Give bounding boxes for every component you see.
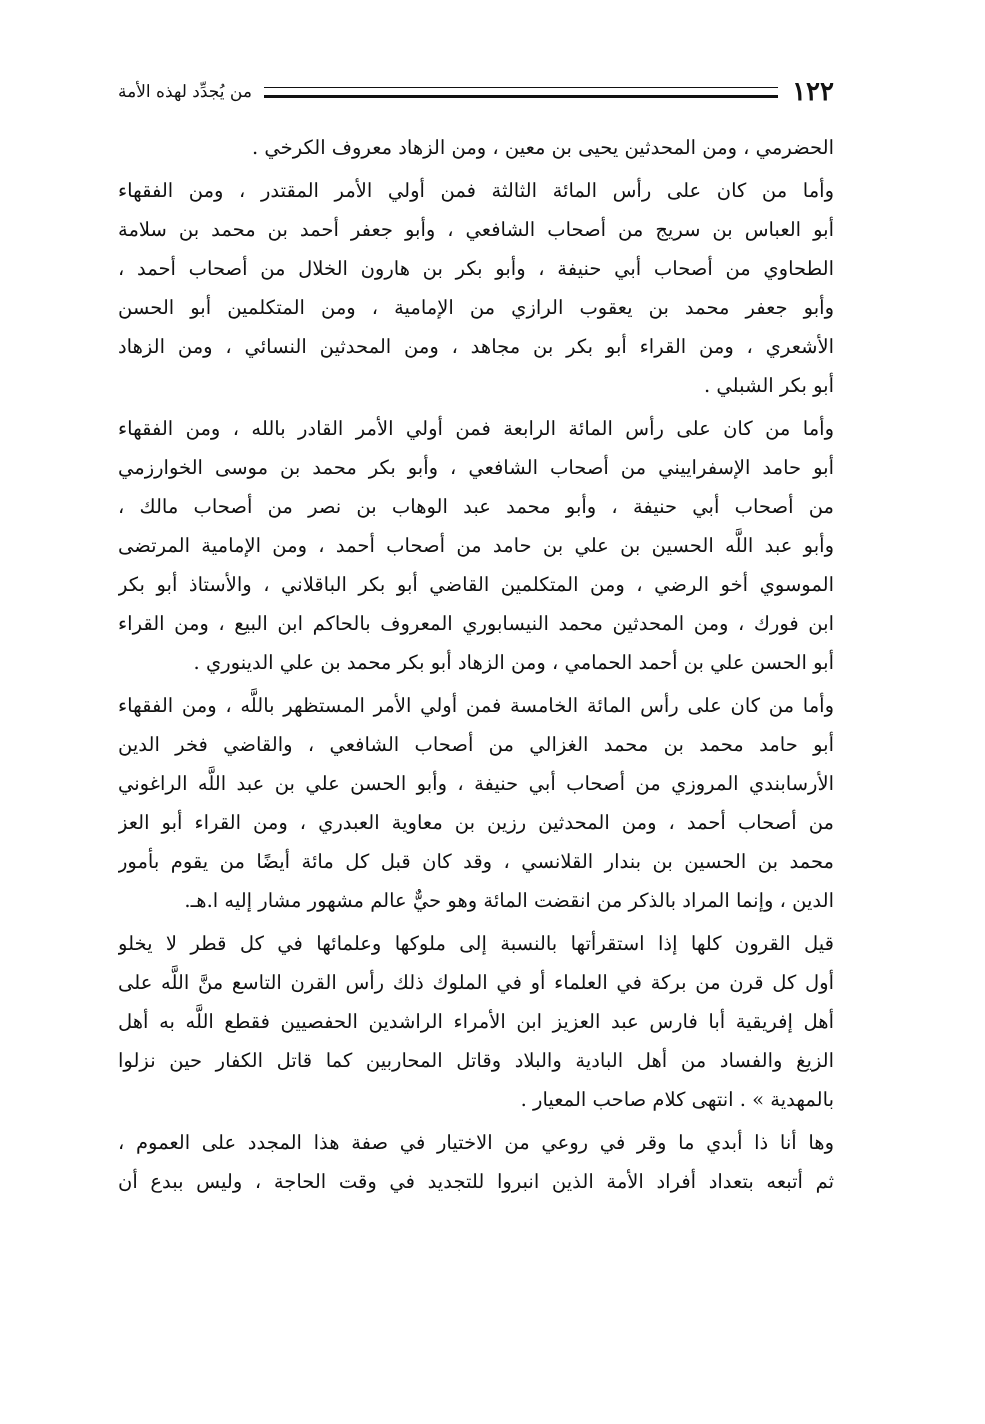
paragraph-4 (118, 686, 834, 920)
header-double-rule (264, 87, 778, 98)
text-line: وأما من كان على رأس المائة الثالثة فمن أولي الأمر المقتدر ، ومن الفقهاء (118, 179, 834, 202)
text-line: وأبو جعفر محمد بن يعقوب الرازي من الإمامية ، ومن المتكلمين أبو الحسن (118, 296, 834, 319)
paragraph-6 (118, 1123, 834, 1201)
text-line: الطحاوي من أصحاب أبي حنيفة ، وأبو بكر بن هارون الخلال من أصحاب أحمد ، (118, 257, 834, 280)
text-line: الأرسابندي المروزي من أصحاب أبي حنيفة ، وأبو الحسن علي بن عبد اللَّه الراغوني (118, 772, 834, 795)
text-line: ثم أتبعه بتعداد أفراد الأمة الذين انبروا للتجديد في وقت الحاجة ، وليس ببدع أن (118, 1170, 834, 1193)
book-page (118, 70, 834, 1370)
page-number: ١٢٢ (792, 77, 834, 107)
text-line: من أصحاب أحمد ، ومن المحدثين رزين بن معاوية العبدري ، ومن القراء أبو العز (118, 811, 834, 834)
text-line: من أصحاب أبي حنيفة ، وأبو محمد عبد الوهاب بن نصر من أصحاب مالك ، (118, 495, 834, 518)
text-line: أبو بكر الشبلي . (703, 374, 834, 397)
text-line: ابن فورك ، ومن المحدثين محمد النيسابوري المعروف بالحاكم ابن البيع ، ومن القراء (118, 612, 834, 635)
text-line: أهل إفريقية أبا فارس عبد العزيز ابن الأمراء الراشدين الحفصيين فقطع اللَّه به أهل (118, 1010, 834, 1033)
text-line: أول كل قرن من بركة في العلماء أو في الملوك ذلك رأس القرن التاسع منَّ اللَّه على (118, 971, 834, 994)
text-line: أبو حامد محمد بن محمد الغزالي من أصحاب الشافعي ، والقاضي فخر الدين (118, 733, 834, 756)
text-line: وأبو عبد اللَّه الحسين بن علي بن حامد من أصحاب أحمد ، ومن الإمامية المرتضى (118, 534, 834, 557)
running-title: من يُجدِّد لهذه الأمة (118, 82, 252, 102)
paragraph-2 (118, 171, 834, 405)
body-text (118, 128, 834, 1201)
text-line: الموسوي أخو الرضي ، ومن المتكلمين القاضي أبو بكر الباقلاني ، والأستاذ أبو بكر (118, 573, 834, 596)
text-line: وأما من كان على رأس المائة الخامسة فمن أولي الأمر المستظهر باللَّه ، ومن الفقهاء (118, 694, 834, 717)
text-line: وأما من كان على رأس المائة الرابعة فمن أولي الأمر القادر بالله ، ومن الفقهاء (118, 417, 834, 440)
text-line: أبو حامد الإسفراييني من أصحاب الشافعي ، وأبو بكر محمد بن موسى الخوارزمي (118, 456, 834, 479)
paragraph-5 (118, 924, 834, 1119)
text-line: بالمهدية » . انتهى كلام صاحب المعيار . (520, 1088, 834, 1111)
text-line: وها أنا ذا أبدي ما وقر في روعي من الاختيار في صفة هذا المجدد على العموم ، (118, 1131, 834, 1154)
text-line: الحضرمي ، ومن المحدثين يحيى بن معين ، ومن الزهاد معروف الكرخي . (252, 136, 834, 159)
paragraph-1 (118, 128, 834, 167)
text-line: أبو العباس بن سريج من أصحاب الشافعي ، وأبو جعفر أحمد بن محمد بن سلامة (118, 218, 834, 241)
running-header (118, 70, 834, 114)
text-line: الزيغ والفساد من أهل البادية والبلاد وقاتل المحاربين كما قاتل الكفار حين نزلوا (118, 1049, 834, 1072)
text-line: الأشعري ، ومن القراء أبو بكر بن مجاهد ، ومن المحدثين النسائي ، ومن الزهاد (118, 335, 834, 358)
text-line: محمد بن الحسين بن بندار القلانسي ، وقد كان قبل كل مائة أيضًا من يقوم بأمور (118, 850, 834, 873)
text-line: قيل القرون كلها إذا استقرأتها بالنسبة إلى ملوكها وعلمائها في كل قطر لا يخلو (118, 932, 834, 955)
text-line: أبو الحسن علي بن أحمد الحمامي ، ومن الزهاد أبو بكر محمد بن علي الدينوري . (193, 651, 834, 674)
paragraph-3 (118, 409, 834, 682)
text-line: الدين ، وإنما المراد بالذكر من انقضت المائة وهو حيٌّ عالم مشهور مشار إليه ا.هـ. (184, 889, 834, 912)
